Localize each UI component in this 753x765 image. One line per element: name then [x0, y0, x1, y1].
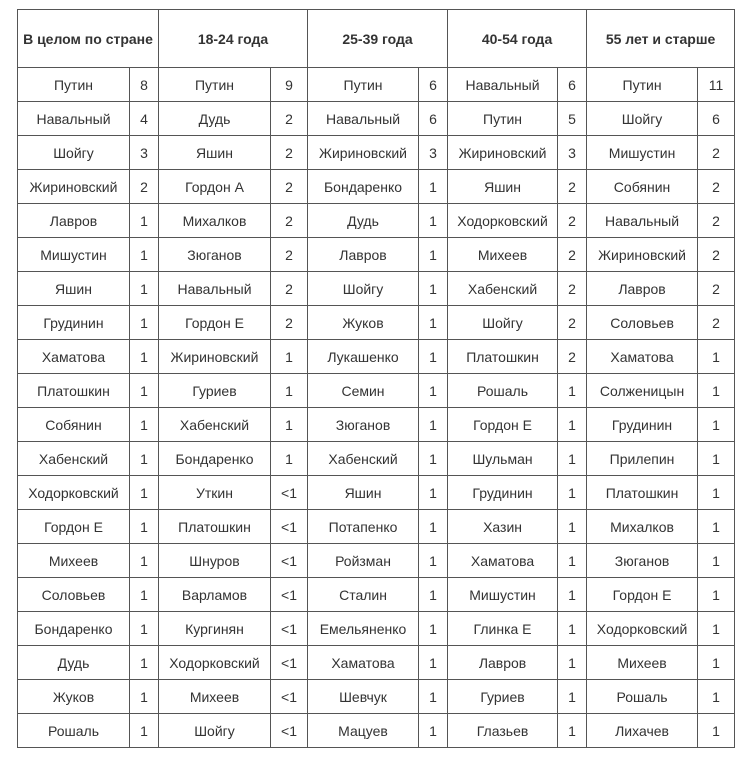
person-name-cell: Дудь — [308, 204, 419, 238]
percent-value-cell: 1 — [130, 204, 159, 238]
person-name-cell: Потапенко — [308, 510, 419, 544]
person-name-cell: Бондаренко — [308, 170, 419, 204]
person-name-cell: Бондаренко — [159, 442, 271, 476]
percent-value-cell: 3 — [419, 136, 448, 170]
percent-value-cell: 1 — [130, 408, 159, 442]
column-header: 18-24 года — [159, 10, 308, 68]
person-name-cell: Михеев — [18, 544, 130, 578]
percent-value-cell: 2 — [698, 306, 735, 340]
percent-value-cell: 1 — [271, 374, 308, 408]
percent-value-cell: 1 — [130, 374, 159, 408]
table-row — [18, 714, 735, 748]
table-row — [18, 204, 735, 238]
person-name-cell: Соловьев — [18, 578, 130, 612]
percent-value-cell: 2 — [698, 238, 735, 272]
percent-value-cell: 1 — [419, 340, 448, 374]
percent-value-cell: 1 — [130, 714, 159, 748]
table-row — [18, 680, 735, 714]
percent-value-cell: 6 — [419, 102, 448, 136]
person-name-cell: Гуриев — [448, 680, 558, 714]
person-name-cell: Шойгу — [448, 306, 558, 340]
person-name-cell: Мишустин — [587, 136, 698, 170]
percent-value-cell: 1 — [271, 408, 308, 442]
person-name-cell: Путин — [18, 68, 130, 102]
person-name-cell: Хабенский — [159, 408, 271, 442]
person-name-cell: Ходорковский — [587, 612, 698, 646]
person-name-cell: Прилепин — [587, 442, 698, 476]
percent-value-cell: 1 — [419, 476, 448, 510]
person-name-cell: Навальный — [159, 272, 271, 306]
percent-value-cell: 1 — [558, 510, 587, 544]
percent-value-cell: 2 — [698, 170, 735, 204]
percent-value-cell: 2 — [271, 170, 308, 204]
percent-value-cell: 1 — [558, 578, 587, 612]
person-name-cell: Навальный — [587, 204, 698, 238]
person-name-cell: Шойгу — [587, 102, 698, 136]
percent-value-cell: 1 — [419, 204, 448, 238]
table-row — [18, 612, 735, 646]
person-name-cell: Михалков — [587, 510, 698, 544]
person-name-cell: Платошкин — [18, 374, 130, 408]
person-name-cell: Собянин — [587, 170, 698, 204]
person-name-cell: Жириновский — [587, 238, 698, 272]
person-name-cell: Михеев — [587, 646, 698, 680]
person-name-cell: Гордон Е — [587, 578, 698, 612]
person-name-cell: Ройзман — [308, 544, 419, 578]
person-name-cell: Лавров — [448, 646, 558, 680]
person-name-cell: Мацуев — [308, 714, 419, 748]
percent-value-cell: 1 — [698, 442, 735, 476]
person-name-cell: Кургинян — [159, 612, 271, 646]
percent-value-cell: 1 — [419, 714, 448, 748]
person-name-cell: Мишустин — [448, 578, 558, 612]
person-name-cell: Жириновский — [308, 136, 419, 170]
person-name-cell: Хазин — [448, 510, 558, 544]
person-name-cell: Навальный — [308, 102, 419, 136]
percent-value-cell: 1 — [419, 578, 448, 612]
percent-value-cell: 2 — [271, 238, 308, 272]
percent-value-cell: 1 — [698, 544, 735, 578]
person-name-cell: Яшин — [448, 170, 558, 204]
percent-value-cell: 3 — [558, 136, 587, 170]
column-header: 40-54 года — [448, 10, 587, 68]
percent-value-cell: 2 — [271, 306, 308, 340]
percent-value-cell: 2 — [271, 136, 308, 170]
percent-value-cell: 1 — [419, 374, 448, 408]
person-name-cell: Платошкин — [587, 476, 698, 510]
percent-value-cell: 2 — [558, 238, 587, 272]
person-name-cell: Шульман — [448, 442, 558, 476]
person-name-cell: Жуков — [18, 680, 130, 714]
person-name-cell: Рошаль — [448, 374, 558, 408]
person-name-cell: Хабенский — [448, 272, 558, 306]
percent-value-cell: 1 — [419, 306, 448, 340]
person-name-cell: Лавров — [18, 204, 130, 238]
person-name-cell: Грудинин — [448, 476, 558, 510]
person-name-cell: Дудь — [159, 102, 271, 136]
person-name-cell: Путин — [159, 68, 271, 102]
person-name-cell: Шойгу — [159, 714, 271, 748]
percent-value-cell: 1 — [271, 340, 308, 374]
person-name-cell: Яшин — [308, 476, 419, 510]
table-row — [18, 646, 735, 680]
person-name-cell: Варламов — [159, 578, 271, 612]
percent-value-cell: 2 — [558, 170, 587, 204]
person-name-cell: Сталин — [308, 578, 419, 612]
percent-value-cell: 2 — [271, 102, 308, 136]
percent-value-cell: <1 — [271, 612, 308, 646]
table-row — [18, 510, 735, 544]
percent-value-cell: 6 — [558, 68, 587, 102]
percent-value-cell: <1 — [271, 578, 308, 612]
person-name-cell: Глинка Е — [448, 612, 558, 646]
header-row — [18, 10, 735, 68]
person-name-cell: Шойгу — [18, 136, 130, 170]
person-name-cell: Бондаренко — [18, 612, 130, 646]
person-name-cell: Грудинин — [587, 408, 698, 442]
percent-value-cell: 1 — [130, 680, 159, 714]
person-name-cell: Хабенский — [18, 442, 130, 476]
table-row — [18, 442, 735, 476]
table-row — [18, 476, 735, 510]
percent-value-cell: 1 — [698, 612, 735, 646]
percent-value-cell: 11 — [698, 68, 735, 102]
percent-value-cell: 2 — [130, 170, 159, 204]
percent-value-cell: 1 — [419, 510, 448, 544]
percent-value-cell: 1 — [130, 578, 159, 612]
percent-value-cell: 1 — [698, 714, 735, 748]
person-name-cell: Жириновский — [159, 340, 271, 374]
person-name-cell: Лавров — [587, 272, 698, 306]
percent-value-cell: 1 — [419, 442, 448, 476]
percent-value-cell: 1 — [698, 680, 735, 714]
table-row — [18, 578, 735, 612]
percent-value-cell: 1 — [419, 646, 448, 680]
percent-value-cell: 1 — [419, 680, 448, 714]
percent-value-cell: 1 — [698, 340, 735, 374]
percent-value-cell: 1 — [558, 408, 587, 442]
percent-value-cell: <1 — [271, 646, 308, 680]
percent-value-cell: 1 — [130, 476, 159, 510]
column-header: 55 лет и старше — [587, 10, 735, 68]
percent-value-cell: 1 — [558, 680, 587, 714]
percent-value-cell: 1 — [419, 238, 448, 272]
percent-value-cell: 1 — [558, 714, 587, 748]
percent-value-cell: 1 — [419, 408, 448, 442]
percent-value-cell: 6 — [419, 68, 448, 102]
percent-value-cell: 2 — [558, 272, 587, 306]
percent-value-cell: <1 — [271, 714, 308, 748]
percent-value-cell: 2 — [558, 340, 587, 374]
percent-value-cell: 1 — [558, 476, 587, 510]
percent-value-cell: 1 — [419, 612, 448, 646]
person-name-cell: Михеев — [448, 238, 558, 272]
person-name-cell: Платошкин — [159, 510, 271, 544]
person-name-cell: Хаматова — [448, 544, 558, 578]
percent-value-cell: 1 — [130, 510, 159, 544]
person-name-cell: Рошаль — [587, 680, 698, 714]
person-name-cell: Шнуров — [159, 544, 271, 578]
table-row — [18, 408, 735, 442]
person-name-cell: Емельяненко — [308, 612, 419, 646]
person-name-cell: Хаматова — [18, 340, 130, 374]
percent-value-cell: 1 — [271, 442, 308, 476]
person-name-cell: Хаматова — [308, 646, 419, 680]
person-name-cell: Лавров — [308, 238, 419, 272]
person-name-cell: Гордон Е — [18, 510, 130, 544]
person-name-cell: Лихачев — [587, 714, 698, 748]
person-name-cell: Зюганов — [587, 544, 698, 578]
person-name-cell: Хаматова — [587, 340, 698, 374]
person-name-cell: Мишустин — [18, 238, 130, 272]
person-name-cell: Ходорковский — [159, 646, 271, 680]
percent-value-cell: 8 — [130, 68, 159, 102]
person-name-cell: Лукашенко — [308, 340, 419, 374]
table-row — [18, 136, 735, 170]
table-row — [18, 238, 735, 272]
person-name-cell: Жириновский — [18, 170, 130, 204]
person-name-cell: Путин — [448, 102, 558, 136]
person-name-cell: Шевчук — [308, 680, 419, 714]
person-name-cell: Жуков — [308, 306, 419, 340]
percent-value-cell: 9 — [271, 68, 308, 102]
person-name-cell: Уткин — [159, 476, 271, 510]
percent-value-cell: 1 — [130, 238, 159, 272]
person-name-cell: Михеев — [159, 680, 271, 714]
percent-value-cell: 2 — [271, 204, 308, 238]
percent-value-cell: 1 — [698, 510, 735, 544]
person-name-cell: Путин — [587, 68, 698, 102]
percent-value-cell: 1 — [558, 442, 587, 476]
percent-value-cell: 5 — [558, 102, 587, 136]
table-row — [18, 340, 735, 374]
person-name-cell: Глазьев — [448, 714, 558, 748]
percent-value-cell: 1 — [698, 408, 735, 442]
percent-value-cell: 2 — [698, 136, 735, 170]
percent-value-cell: 2 — [271, 272, 308, 306]
table-row — [18, 170, 735, 204]
person-name-cell: Зюганов — [159, 238, 271, 272]
person-name-cell: Семин — [308, 374, 419, 408]
percent-value-cell: 6 — [698, 102, 735, 136]
person-name-cell: Гордон А — [159, 170, 271, 204]
person-name-cell: Зюганов — [308, 408, 419, 442]
person-name-cell: Яшин — [159, 136, 271, 170]
percent-value-cell: 1 — [419, 272, 448, 306]
rating-table — [17, 9, 735, 748]
percent-value-cell: 1 — [130, 272, 159, 306]
percent-value-cell: 1 — [130, 340, 159, 374]
person-name-cell: Навальный — [18, 102, 130, 136]
table-row — [18, 544, 735, 578]
person-name-cell: Рошаль — [18, 714, 130, 748]
column-header: 25-39 года — [308, 10, 448, 68]
percent-value-cell: 1 — [130, 442, 159, 476]
person-name-cell: Жириновский — [448, 136, 558, 170]
table-row — [18, 68, 735, 102]
person-name-cell: Соловьев — [587, 306, 698, 340]
person-name-cell: Михалков — [159, 204, 271, 238]
percent-value-cell: <1 — [271, 510, 308, 544]
percent-value-cell: 1 — [130, 612, 159, 646]
table-row — [18, 306, 735, 340]
percent-value-cell: 2 — [698, 204, 735, 238]
percent-value-cell: 1 — [698, 646, 735, 680]
percent-value-cell: 2 — [558, 204, 587, 238]
person-name-cell: Гордон Е — [159, 306, 271, 340]
percent-value-cell: 4 — [130, 102, 159, 136]
percent-value-cell: <1 — [271, 476, 308, 510]
percent-value-cell: <1 — [271, 544, 308, 578]
percent-value-cell: 2 — [698, 272, 735, 306]
percent-value-cell: 1 — [698, 476, 735, 510]
column-header: В целом по стране — [18, 10, 159, 68]
person-name-cell: Гуриев — [159, 374, 271, 408]
percent-value-cell: 1 — [558, 646, 587, 680]
table-row — [18, 374, 735, 408]
person-name-cell: Платошкин — [448, 340, 558, 374]
percent-value-cell: <1 — [271, 680, 308, 714]
percent-value-cell: 1 — [130, 646, 159, 680]
person-name-cell: Солженицын — [587, 374, 698, 408]
percent-value-cell: 1 — [698, 374, 735, 408]
person-name-cell: Яшин — [18, 272, 130, 306]
table-body — [18, 68, 735, 748]
percent-value-cell: 1 — [130, 306, 159, 340]
percent-value-cell: 3 — [130, 136, 159, 170]
percent-value-cell: 1 — [558, 544, 587, 578]
percent-value-cell: 1 — [419, 544, 448, 578]
percent-value-cell: 1 — [558, 612, 587, 646]
person-name-cell: Шойгу — [308, 272, 419, 306]
table-row — [18, 272, 735, 306]
percent-value-cell: 1 — [419, 170, 448, 204]
person-name-cell: Навальный — [448, 68, 558, 102]
person-name-cell: Дудь — [18, 646, 130, 680]
person-name-cell: Ходорковский — [448, 204, 558, 238]
person-name-cell: Гордон Е — [448, 408, 558, 442]
person-name-cell: Собянин — [18, 408, 130, 442]
percent-value-cell: 2 — [558, 306, 587, 340]
person-name-cell: Ходорковский — [18, 476, 130, 510]
percent-value-cell: 1 — [698, 578, 735, 612]
person-name-cell: Путин — [308, 68, 419, 102]
table-row — [18, 102, 735, 136]
percent-value-cell: 1 — [130, 544, 159, 578]
person-name-cell: Хабенский — [308, 442, 419, 476]
percent-value-cell: 1 — [558, 374, 587, 408]
person-name-cell: Грудинин — [18, 306, 130, 340]
